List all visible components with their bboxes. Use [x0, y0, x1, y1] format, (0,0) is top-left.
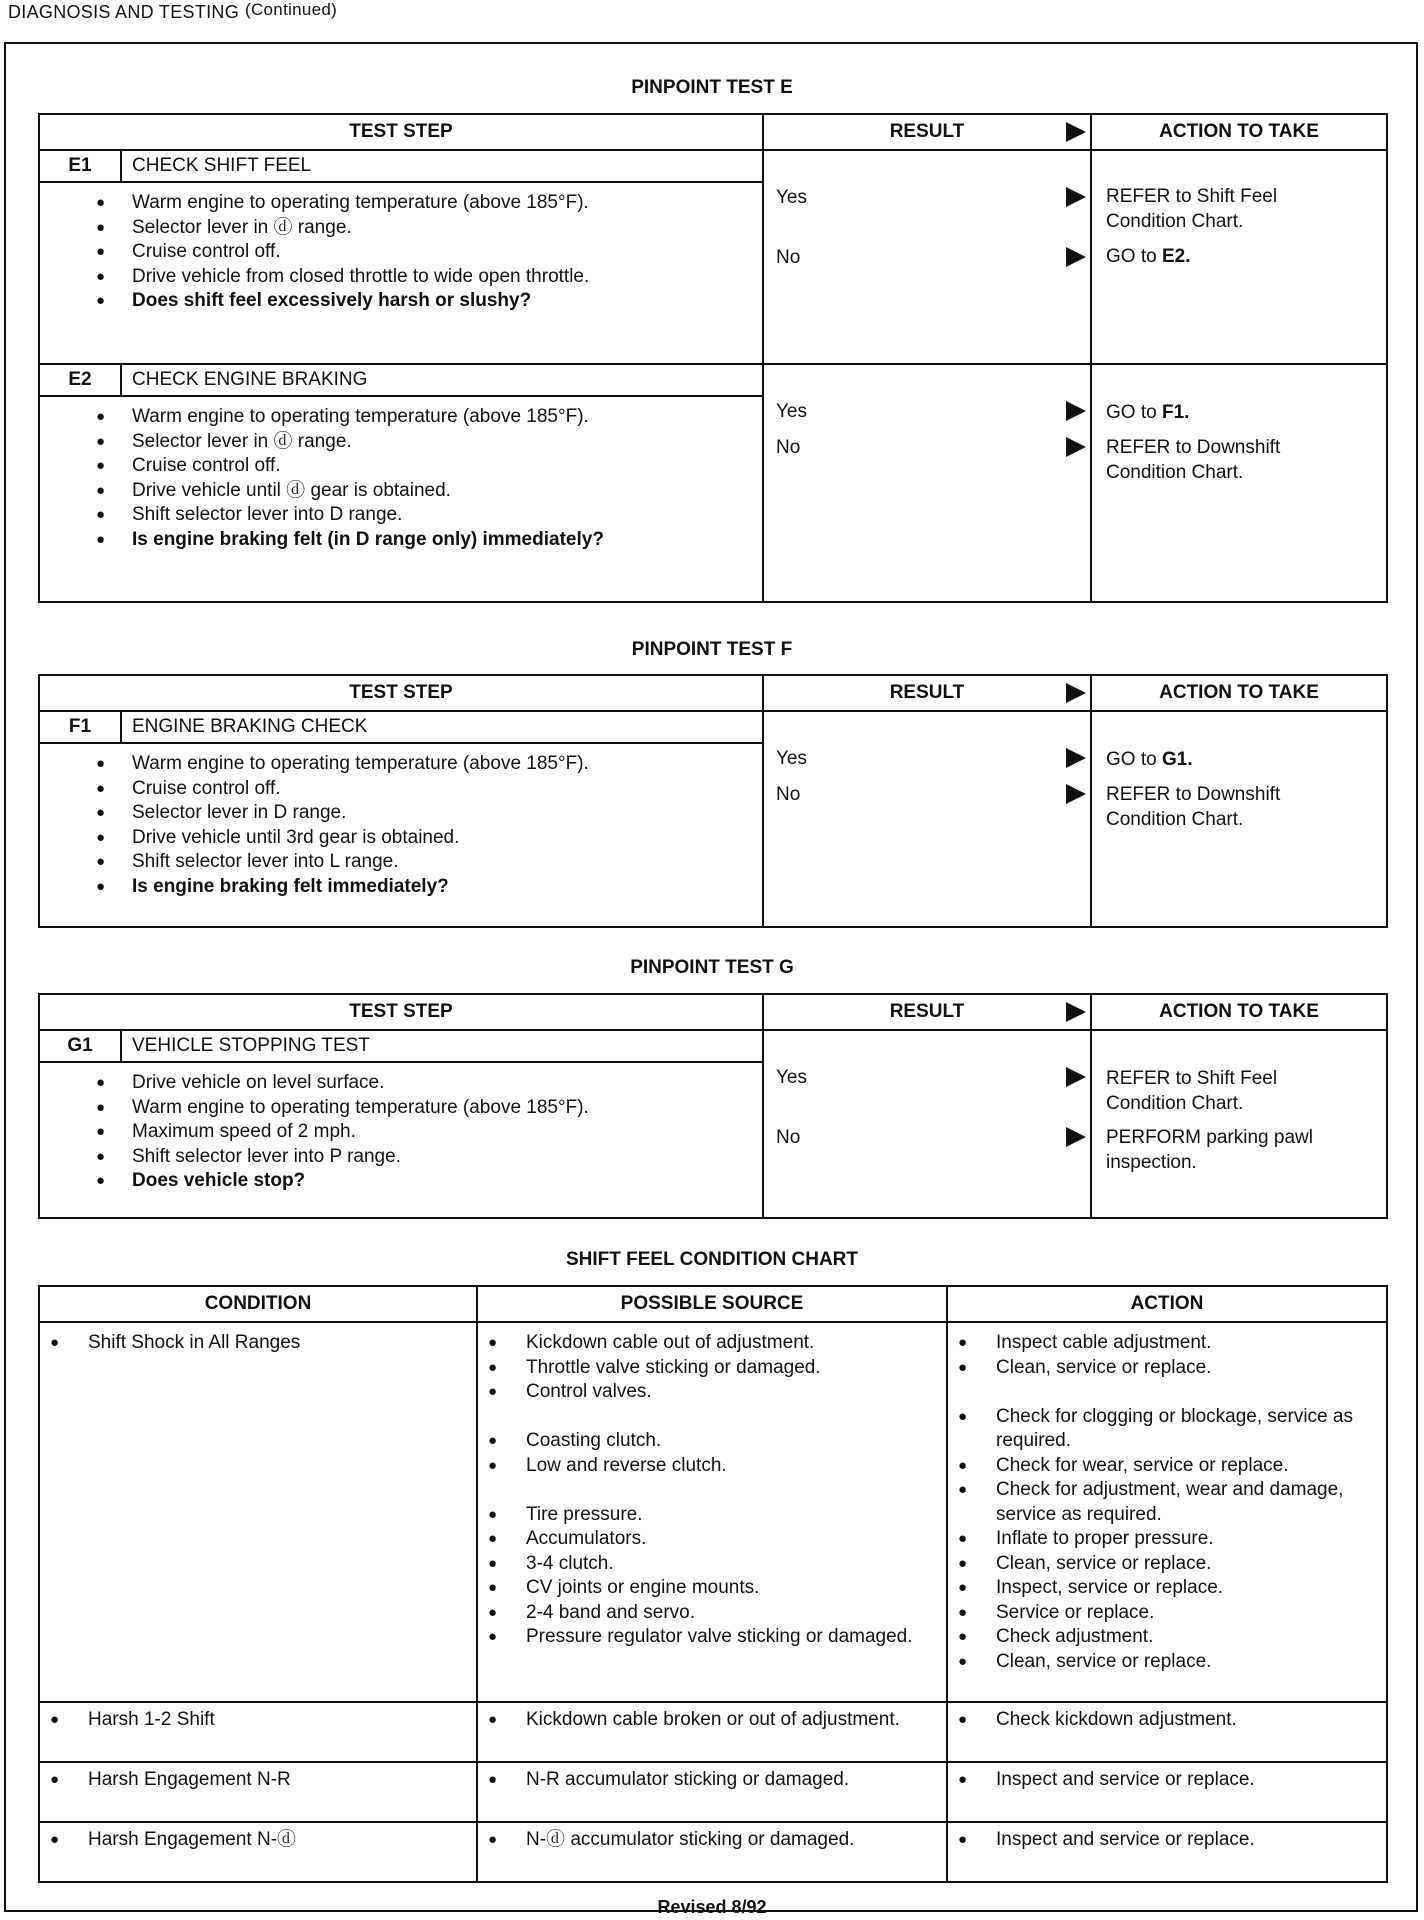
list-item: ● Clean, service or replace.: [996, 1356, 1382, 1381]
list-item: ● Accumulators.: [526, 1527, 942, 1552]
result-no: No: [776, 437, 801, 458]
col-result: RESULT: [763, 114, 1091, 150]
result-no: No: [776, 784, 801, 805]
step-body: [39, 182, 763, 364]
action-yes: REFER to Shift Feel Condition Chart.: [1106, 1068, 1278, 1114]
list-item: ● Check adjustment.: [996, 1625, 1382, 1650]
list-item: ● Does shift feel excessively harsh or slushy?: [132, 289, 762, 314]
test-g-table: [38, 993, 1388, 1219]
list-item: ● Check for clogging or blockage, service as required.: [996, 1405, 1382, 1454]
list-item: ● Shift selector lever into L range.: [132, 850, 762, 875]
arrow-icon: [1066, 1067, 1086, 1087]
list-item: ● Control valves.: [526, 1380, 942, 1405]
test-f-title: PINPOINT TEST F: [631, 639, 793, 660]
condition-cell: [39, 1762, 477, 1822]
col-condition: CONDITION: [39, 1286, 477, 1322]
list-item: ● Cruise control off.: [132, 777, 762, 802]
list-item: ● Low and reverse clutch.: [526, 1454, 942, 1479]
test-g-title: PINPOINT TEST G: [630, 957, 794, 978]
result-cell: [763, 1030, 1091, 1218]
arrow-icon: [1066, 1127, 1086, 1147]
arrow-icon: [1066, 683, 1086, 703]
col-result: RESULT: [763, 994, 1091, 1030]
list-item: ● Coasting clutch.: [526, 1429, 942, 1454]
step-title: ENGINE BRAKING CHECK: [121, 711, 763, 743]
col-source: POSSIBLE SOURCE: [477, 1286, 947, 1322]
list-item: ● 3-4 clutch.: [526, 1552, 942, 1577]
action-cell: [947, 1762, 1387, 1822]
arrow-icon: [1066, 247, 1086, 267]
step-body: [39, 396, 763, 602]
step-title: CHECK SHIFT FEEL: [121, 150, 763, 182]
list-item: ● N-ⓓ accumulator sticking or damaged.: [526, 1828, 942, 1853]
list-item: ● Cruise control off.: [132, 454, 762, 479]
list-item: ● Warm engine to operating temperature (above 185°F).: [132, 1096, 762, 1121]
col-test-step: TEST STEP: [39, 675, 763, 711]
col-action: ACTION: [947, 1286, 1387, 1322]
list-item: ● Pressure regulator valve sticking or damaged.: [526, 1625, 942, 1650]
list-item: ● Kickdown cable out of adjustment.: [526, 1331, 942, 1356]
list-item: ● 2-4 band and servo.: [526, 1601, 942, 1626]
source-cell: [477, 1822, 947, 1882]
list-item: ● Check kickdown adjustment.: [996, 1708, 1382, 1733]
action-yes: REFER to Shift Feel Condition Chart.: [1106, 186, 1278, 232]
action-cell: [947, 1702, 1387, 1762]
result-yes: Yes: [776, 748, 807, 769]
step-id: E2: [39, 364, 121, 396]
list-item: ● Drive vehicle until ⓓ gear is obtained.: [132, 479, 762, 504]
list-item: ● Maximum speed of 2 mph.: [132, 1120, 762, 1145]
table-row: [39, 1702, 1387, 1762]
test-e-title: PINPOINT TEST E: [631, 77, 793, 98]
list-item: ● Clean, service or replace.: [996, 1650, 1382, 1675]
test-f-table: [38, 674, 1388, 928]
list-item: ● Inspect and service or replace.: [996, 1768, 1382, 1793]
list-item: ● Service or replace.: [996, 1601, 1382, 1626]
action-cell: [1091, 364, 1387, 602]
table-row: [39, 1822, 1387, 1882]
action-cell: [1091, 1030, 1387, 1218]
list-item: ● Does vehicle stop?: [132, 1169, 762, 1194]
step-id: F1: [39, 711, 121, 743]
list-item: ● Selector lever in ⓓ range.: [132, 216, 762, 241]
list-item: ● Harsh Engagement N-ⓓ: [88, 1828, 472, 1853]
action-no: REFER to Downshift Condition Chart.: [1106, 437, 1281, 483]
header-continued: (Continued): [245, 0, 338, 19]
list-item: ● Tire pressure.: [526, 1503, 942, 1528]
action-yes: GO to F1.: [1106, 402, 1190, 423]
action-no: REFER to Downshift Condition Chart.: [1106, 784, 1281, 830]
list-item: ● N-R accumulator sticking or damaged.: [526, 1768, 942, 1793]
list-item: ● Selector lever in ⓓ range.: [132, 430, 762, 455]
action-yes: GO to G1.: [1106, 749, 1193, 770]
arrow-icon: [1066, 122, 1086, 142]
header-title: DIAGNOSIS AND TESTING: [8, 2, 240, 22]
list-item: ● Selector lever in D range.: [132, 801, 762, 826]
col-test-step: TEST STEP: [39, 994, 763, 1030]
result-cell: [763, 364, 1091, 602]
step-id: E1: [39, 150, 121, 182]
source-cell: [477, 1702, 947, 1762]
source-cell: [477, 1322, 947, 1702]
list-item: ● Is engine braking felt immediately?: [132, 875, 762, 900]
list-item: ● Clean, service or replace.: [996, 1552, 1382, 1577]
arrow-icon: [1066, 784, 1086, 804]
action-no: PERFORM parking pawl inspection.: [1106, 1127, 1313, 1173]
list-item: ● Inspect cable adjustment.: [996, 1331, 1382, 1356]
list-item: ● Check for wear, service or replace.: [996, 1454, 1382, 1479]
result-no: No: [776, 1127, 801, 1148]
step-body: [39, 743, 763, 927]
footer-revision: Revised 8/92: [657, 1897, 767, 1917]
list-item: ● Drive vehicle from closed throttle to wide open throttle.: [132, 265, 762, 290]
result-yes: Yes: [776, 1067, 807, 1088]
col-action: ACTION TO TAKE: [1091, 675, 1387, 711]
list-item: ● Check for adjustment, wear and damage, service as required.: [996, 1478, 1382, 1527]
table-row: [39, 1322, 1387, 1702]
result-no: No: [776, 247, 801, 268]
col-action: ACTION TO TAKE: [1091, 994, 1387, 1030]
list-item: ● Shift selector lever into P range.: [132, 1145, 762, 1170]
list-item: ● Harsh 1-2 Shift: [88, 1708, 472, 1733]
list-item: ● Drive vehicle until 3rd gear is obtained.: [132, 826, 762, 851]
arrow-icon: [1066, 187, 1086, 207]
action-cell: [947, 1822, 1387, 1882]
page-header: [8, 2, 337, 23]
table-row: [39, 1762, 1387, 1822]
result-cell: [763, 150, 1091, 364]
step-title: CHECK ENGINE BRAKING: [121, 364, 763, 396]
action-cell: [1091, 150, 1387, 364]
arrow-icon: [1066, 401, 1086, 421]
arrow-icon: [1066, 748, 1086, 768]
condition-chart-table: [38, 1285, 1388, 1883]
list-item: ● Shift Shock in All Ranges: [88, 1331, 472, 1356]
test-e-table: [38, 113, 1388, 603]
condition-cell: [39, 1702, 477, 1762]
list-item: ● CV joints or engine mounts.: [526, 1576, 942, 1601]
col-result: RESULT: [763, 675, 1091, 711]
chart-title: SHIFT FEEL CONDITION CHART: [565, 1249, 859, 1270]
condition-cell: [39, 1322, 477, 1702]
list-item: ● Inspect and service or replace.: [996, 1828, 1382, 1853]
list-item: ● Inspect, service or replace.: [996, 1576, 1382, 1601]
source-cell: [477, 1762, 947, 1822]
list-item: ● Cruise control off.: [132, 240, 762, 265]
list-item: ● Warm engine to operating temperature (above 185°F).: [132, 191, 762, 216]
list-item: ● Drive vehicle on level surface.: [132, 1071, 762, 1096]
result-yes: Yes: [776, 187, 807, 208]
list-item: ● Kickdown cable broken or out of adjustment.: [526, 1708, 942, 1733]
step-id: G1: [39, 1030, 121, 1062]
list-item: ● Inflate to proper pressure.: [996, 1527, 1382, 1552]
list-item: ● Is engine braking felt (in D range only) immediately?: [132, 528, 762, 553]
arrow-icon: [1066, 1002, 1086, 1022]
step-body: [39, 1062, 763, 1218]
col-action: ACTION TO TAKE: [1091, 114, 1387, 150]
result-yes: Yes: [776, 401, 807, 422]
action-no: GO to E2.: [1106, 246, 1191, 267]
result-cell: [763, 711, 1091, 927]
condition-cell: [39, 1822, 477, 1882]
list-item: ● Harsh Engagement N-R: [88, 1768, 472, 1793]
action-cell: [947, 1322, 1387, 1702]
step-title: VEHICLE STOPPING TEST: [121, 1030, 763, 1062]
list-item: ● Shift selector lever into D range.: [132, 503, 762, 528]
arrow-icon: [1066, 437, 1086, 457]
list-item: ● Warm engine to operating temperature (above 185°F).: [132, 405, 762, 430]
action-cell: [1091, 711, 1387, 927]
col-test-step: TEST STEP: [39, 114, 763, 150]
list-item: ● Warm engine to operating temperature (above 185°F).: [132, 752, 762, 777]
list-item: ● Throttle valve sticking or damaged.: [526, 1356, 942, 1381]
